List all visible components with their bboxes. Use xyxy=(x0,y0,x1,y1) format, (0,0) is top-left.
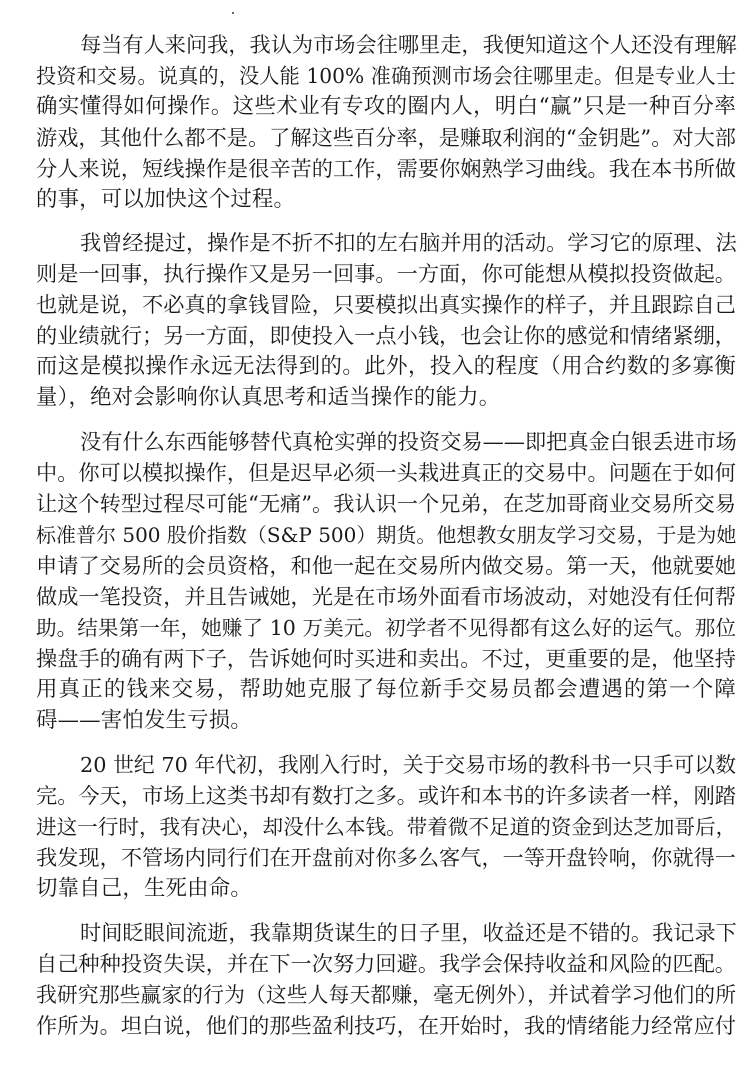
text-line: 量），绝对会影响你认真思考和适当操作的能力。 xyxy=(36,385,501,410)
text-line: 操盘手的确有两下子，告诉她何时买进和卖出。不过，更重要的是，他坚持 xyxy=(36,646,736,671)
text-line: 申请了交易所的会员资格，和他一起在交易所内做交易。第一天，他就要她 xyxy=(36,553,736,578)
text-line: 做成一笔投资，并且告诫她，光是在市场外面看市场波动，对她没有任何帮 xyxy=(36,584,736,609)
text-line: 每当有人来问我，我认为市场会往哪里走，我便知道这个人还没有理解 xyxy=(80,32,737,57)
text-line: 标准普尔 500 股价指数（S&P 500）期货。他想教女朋友学习交易，于是为她 xyxy=(36,523,737,547)
book-page xyxy=(36,0,736,1088)
text-line: 的事，可以加快这个过程。 xyxy=(36,187,296,212)
text-line: 投资和交易。说真的，没人能 100% 准确预测市场会往哪里走。但是专业人士 xyxy=(36,64,736,88)
text-line: 切靠自己，生死由命。 xyxy=(36,876,252,901)
text-line: 没有什么东西能够替代真枪实弹的投资交易——即把真金白银丢进市场 xyxy=(80,429,737,454)
text-line: 则是一回事，执行操作又是另一回事。一方面，你可能想从模拟投资做起。 xyxy=(36,261,736,286)
text-line: 我曾经提过，操作是不折不扣的左右脑并用的活动。学习它的原理、法 xyxy=(80,230,737,255)
text-line: 碍——害怕发生亏损。 xyxy=(36,708,252,733)
text-line: 确实懂得如何操作。这些术业有专攻的圈内人，明白“赢”只是一种百分率 xyxy=(36,94,736,119)
text-line: 让这个转型过程尽可能“无痛”。我认识一个兄弟，在芝加哥商业交易所交易 xyxy=(36,491,736,516)
text-line: 时间眨眼间流逝，我靠期货谋生的日子里，收益还是不错的。我记录下 xyxy=(80,920,737,945)
text-line: 进这一行时，我有决心，却没什么本钱。带着微不足道的资金到达芝加哥后， xyxy=(36,815,737,839)
text-line: 我研究那些赢家的行为（这些人每天都赚，毫无例外），并试着学习他们的所 xyxy=(36,983,736,1007)
text-line: 我发现，不管场内同行们在开盘前对你多么客气，一等开盘铃响，你就得一 xyxy=(36,845,736,870)
text-line: 游戏，其他什么都不是。了解这些百分率，是赚取利润的“金钥匙”。对大部 xyxy=(36,125,736,150)
text-line: 完。今天，市场上这类书却有数打之多。或许和本书的许多读者一样，刚踏 xyxy=(36,783,736,808)
text-line: 也就是说，不必真的拿钱冒险，只要模拟出真实操作的样子，并且跟踪自己 xyxy=(36,292,736,317)
text-line: 助。结果第一年，她赚了 10 万美元。初学者不见得都有这么好的运气。那位 xyxy=(36,616,736,640)
text-line: 中。你可以模拟操作，但是迟早必须一头栽进真正的交易中。问题在于如何 xyxy=(36,460,736,485)
text-line: 作所为。坦白说，他们的那些盈利技巧，在开始时，我的情绪能力经常应付 xyxy=(36,1013,736,1038)
text-line: 自己种种投资失误，并在下一次努力回避。我学会保持收益和风险的匹配。 xyxy=(36,951,736,976)
text-line: 用真正的钱来交易，帮助她克服了每位新手交易员都会遭遇的第一个障 xyxy=(36,677,736,702)
text-line: 分人来说，短线操作是很辛苦的工作，需要你娴熟学习曲线。我在本书所做 xyxy=(36,156,736,181)
text-line: 的业绩就行；另一方面，即使投入一点小钱，也会让你的感觉和情绪紧绷， xyxy=(36,323,736,348)
text-line: 20 世纪 70 年代初，我刚入行时，关于交易市场的教科书一只手可以数 xyxy=(80,753,736,777)
text-line: 而这是模拟操作永远无法得到的。此外，投入的程度（用合约数的多寡衡 xyxy=(36,354,736,379)
